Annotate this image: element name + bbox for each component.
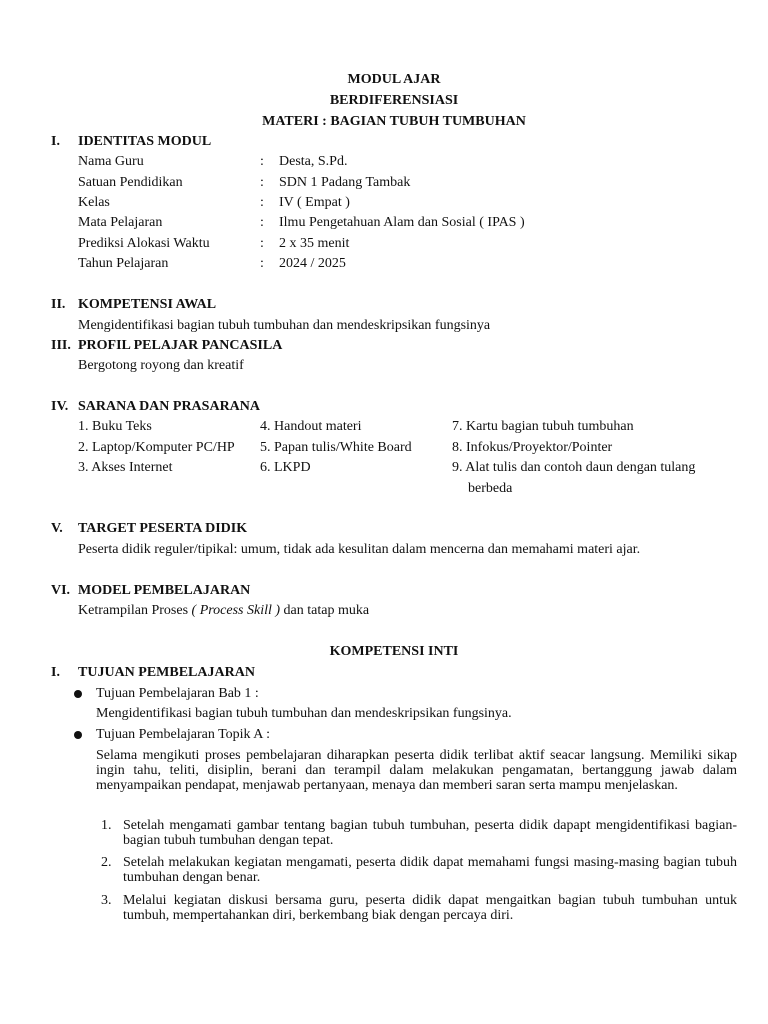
section-number-kompetensi-awal: II. [51,297,66,312]
section-title-target: TARGET PESERTA DIDIK [78,521,248,536]
identitas-colon: : [260,154,264,169]
model-text-b: dan tatap muka [280,603,370,618]
section-number-target: V. [51,521,63,536]
identitas-value: 2 x 35 menit [279,236,350,251]
section-title-tujuan: TUJUAN PEMBELAJARAN [78,665,255,680]
doc-title-line2: BERDIFERENSIASI [329,93,459,108]
section-number-sarana: IV. [51,399,69,414]
tujuan-bullet-text: Mengidentifikasi bagian tubuh tumbuhan dan mendeskripsikan fungsinya. [96,706,512,721]
doc-title-line3: MATERI : BAGIAN TUBUH TUMBUHAN [262,114,526,129]
tujuan-item-text: Setelah mengamati gambar tentang bagian tubuh tumbuhan, peserta didik dapapt mengidentifikasi bagian-bagian tubuh tumbuhan dengan tepat. [123,818,737,848]
identitas-label: Prediksi Alokasi Waktu [78,236,210,251]
sarana-item: 3. Akses Internet [78,460,173,475]
sarana-item: 5. Papan tulis/White Board [260,440,412,455]
profil-text: Bergotong royong dan kreatif [78,358,244,373]
target-text: Peserta didik reguler/tipikal: umum, tidak ada kesulitan dalam mencerna dan memahami materi ajar. [78,542,641,557]
model-text-a: Ketrampilan Proses [78,603,192,618]
sarana-item-continuation: berbeda [468,481,513,496]
section-title-identitas: IDENTITAS MODUL [78,134,212,149]
kompetensi-awal-text: Mengidentifikasi bagian tubuh tumbuhan dan mendeskripsikan fungsinya [78,318,491,333]
identitas-label: Tahun Pelajaran [78,256,169,271]
identitas-value: Ilmu Pengetahuan Alam dan Sosial ( IPAS ) [279,215,525,230]
identitas-label: Mata Pelajaran [78,215,163,230]
tujuan-paragraph: Selama mengikuti proses pembelajaran diharapkan peserta didik terlibat aktif seacar langsung. Memiliki sikap ingin tahu, teliti, disiplin, berani dan terampil dalam melakukan pengamatan, bertanggung jawab dalam menyampaikan pendapat, menjawab pertanyaan, menaya dan memberi saran serta mampu menjelaskan. [96,748,737,793]
sarana-item: 9. Alat tulis dan contoh daun dengan tulang [452,460,696,475]
sarana-item: 7. Kartu bagian tubuh tumbuhan [452,419,634,434]
identitas-colon: : [260,195,264,210]
section-title-kompetensi-awal: KOMPETENSI AWAL [78,297,217,312]
tujuan-item-number: 3. [101,893,112,908]
identitas-value: 2024 / 2025 [279,256,346,271]
identitas-label: Satuan Pendidikan [78,175,183,190]
bullet-icon [74,731,82,739]
sarana-item: 6. LKPD [260,460,311,475]
sarana-item: 4. Handout materi [260,419,362,434]
section-title-profil: PROFIL PELAJAR PANCASILA [78,338,283,353]
identitas-label: Kelas [78,195,110,210]
sarana-item: 1. Buku Teks [78,419,152,434]
model-text [78,603,369,619]
identitas-value: IV ( Empat ) [279,195,350,210]
model-text-italic: ( Process Skill ) [191,603,281,618]
identitas-value: SDN 1 Padang Tambak [279,175,411,190]
sarana-item: 8. Infokus/Proyektor/Pointer [452,440,613,455]
identitas-colon: : [260,236,264,251]
kompetensi-inti-title: KOMPETENSI INTI [329,644,459,659]
identitas-value: Desta, S.Pd. [279,154,348,169]
tujuan-item-text: Setelah melakukan kegiatan mengamati, peserta didik dapat memahami fungsi masing-masing bagian tubuh tumbuhan dengan benar. [123,855,737,885]
tujuan-bullet-heading: Tujuan Pembelajaran Topik A : [96,727,271,742]
identitas-label: Nama Guru [78,154,144,169]
sarana-item: 2. Laptop/Komputer PC/HP [78,440,235,455]
identitas-colon: : [260,175,264,190]
section-number-identitas: I. [51,134,60,149]
section-title-sarana: SARANA DAN PRASARANA [78,399,261,414]
section-number-tujuan: I. [51,665,60,680]
tujuan-item-number: 1. [101,818,112,833]
doc-title-line1: MODUL AJAR [347,72,441,87]
section-number-model: VI. [51,583,71,598]
identitas-colon: : [260,215,264,230]
tujuan-bullet-heading: Tujuan Pembelajaran Bab 1 : [96,686,259,701]
tujuan-item-number: 2. [101,855,112,870]
bullet-icon [74,690,82,698]
tujuan-item-text: Melalui kegiatan diskusi bersama guru, peserta didik dapat mengaitkan bagian tubuh tumbuhan untuk tumbuh, mempertahankan diri, berkembang biak dengan percaya diri. [123,893,737,923]
section-number-profil: III. [51,338,71,353]
identitas-colon: : [260,256,264,271]
section-title-model: MODEL PEMBELAJARAN [78,583,251,598]
